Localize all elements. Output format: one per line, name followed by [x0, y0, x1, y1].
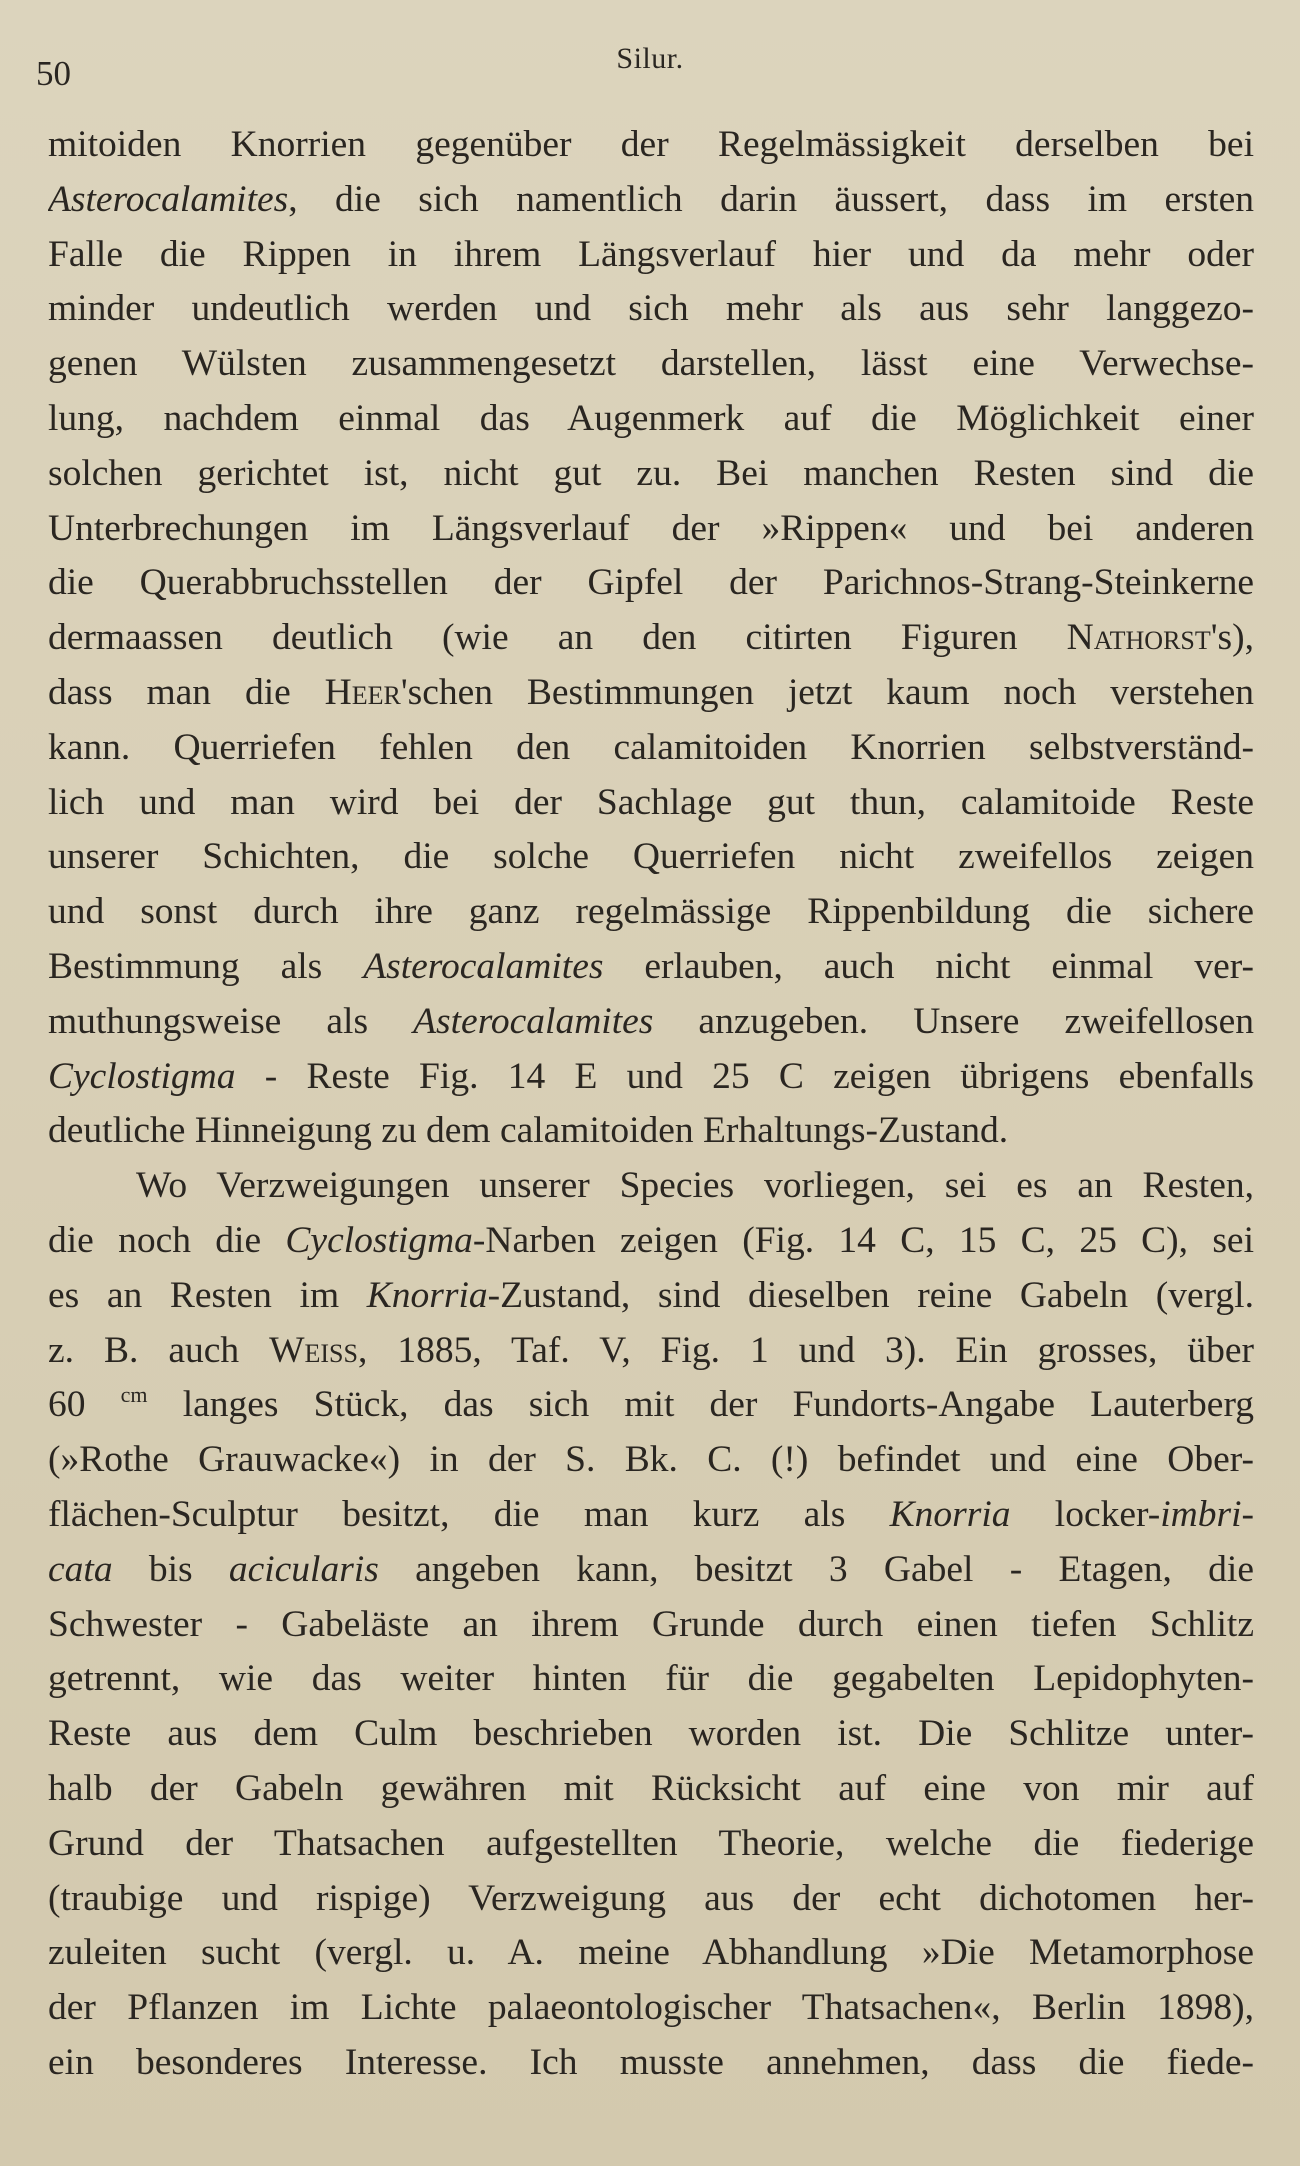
- text-line: [48, 173, 1254, 228]
- text-run: deutliche Hinneigung zu dem calamitoiden Erhaltungs-Zustand.: [48, 1110, 1009, 1152]
- text-line: [48, 1981, 1254, 2036]
- text-line: [48, 2036, 1254, 2091]
- text-line: [48, 776, 1254, 831]
- text-line: [48, 1159, 1254, 1214]
- text-run: kann. Querriefen fehlen den calamitoiden Knorrien selbstverständ-: [48, 726, 1254, 768]
- text-run: die Querabbruchsstellen der Gipfel der Parichnos-Strang-Steinkerne: [48, 562, 1254, 604]
- text-line: [48, 885, 1254, 940]
- text-line: [48, 1598, 1254, 1653]
- text-run: , 1885, Taf. V, Fig. 1 und 3). Ein grosses, über: [357, 1329, 1254, 1371]
- text-run: zuleiten sucht (vergl. u. A. meine Abhandlung »Die Metamorphose: [48, 1932, 1254, 1974]
- text-line: [48, 1707, 1254, 1762]
- italic-term: Asterocalamites: [363, 945, 604, 987]
- italic-term: acicularis: [228, 1548, 379, 1590]
- text-run: Unterbrechungen im Längsverlauf der »Rippen« und bei anderen: [48, 507, 1254, 549]
- text-run: Falle die Rippen in ihrem Längsverlauf hier und da mehr oder: [48, 233, 1254, 275]
- text-run: mitoiden Knorrien gegenüber der Regelmässigkeit derselben bei: [48, 124, 1254, 165]
- text-line: [48, 392, 1254, 447]
- text-run: minder undeutlich werden und sich mehr als aus sehr langgezo-: [48, 288, 1254, 330]
- text-run: getrennt, wie das weiter hinten für die gegabelten Lepidophyten-: [48, 1658, 1254, 1700]
- text-line: [48, 228, 1254, 283]
- text-run: und sonst durch ihre ganz regelmässige Rippenbildung die sichere: [48, 891, 1254, 933]
- text-line: [48, 1543, 1254, 1598]
- running-head: Silur.: [616, 42, 684, 75]
- text-run: (»Rothe Grauwacke«) in der S. Bk. C. (!) befindet und eine Ober-: [48, 1439, 1254, 1481]
- text-line: [48, 447, 1254, 502]
- text-run: locker-: [1010, 1493, 1161, 1535]
- text-line: [48, 1652, 1254, 1707]
- author-name: Heer: [324, 671, 401, 713]
- text-run: ein besonderes Interesse. Ich musste annehmen, dass die fiede-: [48, 2041, 1254, 2083]
- text-run: Reste aus dem Culm beschrieben worden ist. Die Schlitze unter-: [48, 1713, 1254, 1755]
- text-line: [48, 1269, 1254, 1324]
- text-line: [48, 118, 1254, 173]
- text-run: Schwester - Gabeläste an ihrem Grunde durch einen tiefen Schlitz: [48, 1603, 1254, 1645]
- text-run: z. B. auch: [48, 1329, 270, 1371]
- text-line: [48, 1817, 1254, 1872]
- page-number: 50: [36, 54, 71, 93]
- text-line: [48, 282, 1254, 337]
- text-run: -Zustand, sind dieselben reine Gabeln (vergl.: [487, 1274, 1254, 1316]
- text-line: [48, 1104, 1254, 1159]
- text-run: halb der Gabeln gewähren mit Rücksicht auf eine von mir auf: [48, 1767, 1254, 1809]
- italic-term: Cyclostigma: [285, 1219, 473, 1261]
- text-run: es an Resten im: [48, 1274, 367, 1316]
- author-name: Nathorst: [1066, 617, 1211, 659]
- text-line: [48, 1324, 1254, 1379]
- text-run: die noch die: [48, 1219, 286, 1261]
- italic-term: cata: [48, 1548, 113, 1590]
- text-run: -Narben zeigen (Fig. 14 C, 15 C, 25 C), sei: [472, 1219, 1254, 1261]
- text-run: solchen gerichtet ist, nicht gut zu. Bei manchen Resten sind die: [48, 452, 1254, 494]
- text-line: [48, 1488, 1254, 1543]
- text-run: dermaassen deutlich (wie an den citirten Figuren: [48, 617, 1067, 659]
- text-line: [48, 1378, 1254, 1433]
- text-run: flächen-Sculptur besitzt, die man kurz als: [48, 1493, 890, 1535]
- text-run: - Reste Fig. 14 E und 25 C zeigen übrigens ebenfalls: [235, 1055, 1254, 1097]
- text-line: [48, 337, 1254, 392]
- text-line: [48, 556, 1254, 611]
- text-run: angeben kann, besitzt 3 Gabel - Etagen, die: [378, 1548, 1254, 1590]
- text-run: muthungsweise als: [48, 1000, 414, 1042]
- text-line: [48, 502, 1254, 557]
- text-run: Grund der Thatsachen aufgestellten Theorie, welche die fiederige: [48, 1822, 1254, 1864]
- text-run: Bestimmung als: [48, 945, 364, 987]
- italic-term: Knorria: [889, 1493, 1011, 1535]
- text-line: [48, 830, 1254, 885]
- italic-term: Asterocalamites: [48, 178, 289, 220]
- text-line: [48, 611, 1254, 666]
- text-run: der Pflanzen im Lichte palaeontologischer Thatsachen«, Berlin 1898),: [48, 1987, 1254, 2029]
- text-run: 'schen Bestimmungen jetzt kaum noch verstehen: [400, 671, 1254, 713]
- text-run: (traubige und rispige) Verzweigung aus der echt dichotomen her-: [48, 1877, 1254, 1919]
- text-line: [48, 666, 1254, 721]
- text-run: 's),: [1210, 617, 1254, 659]
- text-run: genen Wülsten zusammengesetzt darstellen, lässt eine Verwechse-: [48, 343, 1254, 385]
- text-line: [48, 1214, 1254, 1269]
- text-line: [48, 1050, 1254, 1105]
- text-line: [48, 1872, 1254, 1927]
- italic-term: Knorria: [366, 1274, 488, 1316]
- text-line: [48, 995, 1254, 1050]
- text-line: [48, 940, 1254, 995]
- text-run: anzugeben. Unsere zweifellosen: [653, 1000, 1254, 1042]
- text-line: [48, 1433, 1254, 1488]
- text-line: [48, 1762, 1254, 1817]
- text-line: [48, 1926, 1254, 1981]
- italic-term: Asterocalamites: [413, 1000, 654, 1042]
- text-run: , die sich namentlich darin äussert, dass im ersten: [288, 178, 1254, 220]
- text-run: unserer Schichten, die solche Querriefen nicht zweifellos zeigen: [48, 836, 1254, 878]
- text-run: dass man die: [48, 671, 325, 713]
- text-run: lung, nachdem einmal das Augenmerk auf die Möglichkeit einer: [48, 397, 1254, 439]
- body-text: [48, 118, 1254, 2091]
- text-run: erlauben, auch nicht einmal ver-: [603, 945, 1254, 987]
- italic-term: imbri-: [1160, 1493, 1254, 1535]
- text-run: bis: [112, 1548, 229, 1590]
- text-run: Wo Verzweigungen unserer Species vorliegen, sei es an Resten,: [136, 1165, 1254, 1207]
- text-run: langes Stück, das sich mit der Fundorts-Angabe Lauterberg: [147, 1384, 1254, 1426]
- italic-term: Cyclostigma: [48, 1055, 236, 1097]
- text-run: 60: [48, 1384, 121, 1426]
- text-run: lich und man wird bei der Sachlage gut thun, calamitoide Reste: [48, 781, 1254, 823]
- text-line: [48, 721, 1254, 776]
- unit-superscript: cm: [120, 1382, 148, 1408]
- author-name: Weiss: [269, 1329, 358, 1371]
